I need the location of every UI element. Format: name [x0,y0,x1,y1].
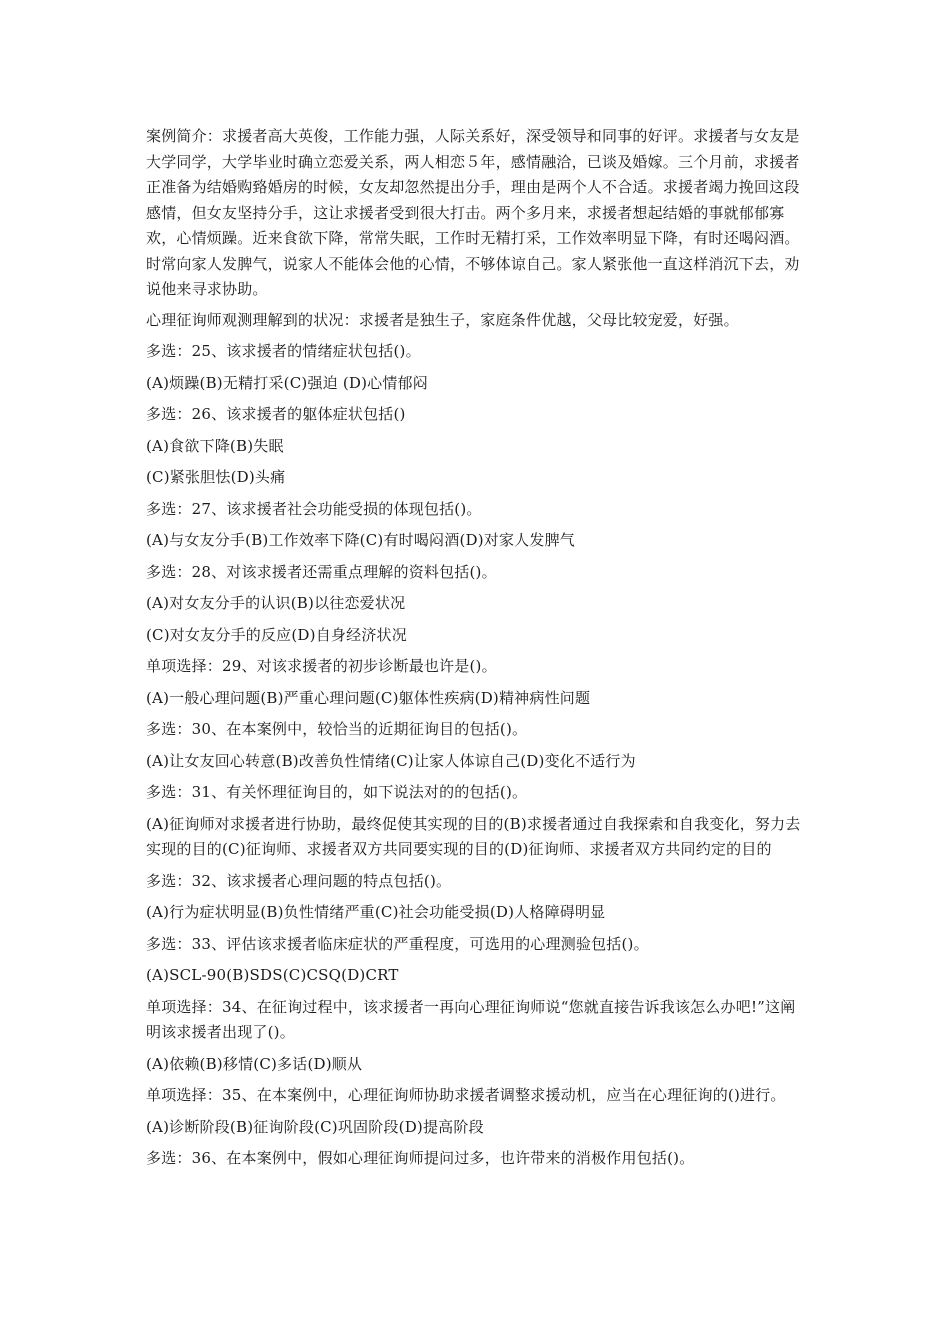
options-35: (A)诊断阶段(B)征询阶段(C)巩固阶段(D)提高阶段 [146,1117,484,1136]
options-28-b: (C)对女友分手的反应(D)自身经济状况 [146,625,407,644]
options-27: (A)与女友分手(B)工作效率下降(C)有时喝闷酒(D)对家人发脾气 [146,531,575,549]
question-31: 多选：31、有关怀理征询目的，如下说法对的的包括()。 [146,783,528,801]
question-36: 多选：36、在本案例中，假如心理征询师提问过多，也许带来的消极作用包括()。 [146,1149,695,1167]
case-intro-paragraph: 案例简介：求援者高大英俊，工作能力强，人际关系好，深受领导和同事的好评。求援者与女友是大学同学，大学毕业时确立恋爱关系，两人相恋５年，感情融洽，已谈及婚嫁。三个月前，求援者正准备为结婚购臵婚房的时候，女友却忽然提出分手，理由是两个人不合适。求援者竭力挽回这段感情，但女友坚持分手，这让求援者受到很大打击。两个多月来，求援者想起结婚的事就郁郁寡欢，心情烦躁。近来食欲下降，常常失眠，工作时无精打采，工作效率明显下降，有时还喝闷酒。时常向家人发脾气，说家人不能体会他的心情，不够体谅自己。家人紧张他一直这样消沉下去，劝说他来寻求协助。 [146,127,800,298]
options-33: (A)SCL-90(B)SDS(C)CSQ(D)CRT [146,966,399,984]
question-27: 多选：27、该求援者社会功能受损的体现包括()。 [146,499,482,518]
question-25: 多选：25、该求援者的情绪症状包括()。 [146,342,421,360]
options-31: (A)征询师对求援者进行协助，最终促使其实现的目的(B)求援者通过自我探索和自我变化，努力去实现的目的(C)征询师、求援者双方共同要实现的目的(D)征询师、求援者双方共同约定的目的 [146,814,801,858]
options-30: (A)让女友回心转意(B)改善负性情绪(C)让家人体谅自己(D)变化不适行为 [146,751,636,770]
options-25: (A)烦躁(B)无精打采(C)强迫 (D)心情郁闷 [146,373,428,392]
question-29: 单项选择：29、对该求援者的初步诊断最也许是()。 [146,657,497,675]
observation-line: 心理征询师观测理解到的状况：求援者是独生子，家庭条件优越，父母比较宠爱，好强。 [146,310,739,329]
question-28: 多选：28、对该求援者还需重点理解的资料包括()。 [146,562,497,581]
question-35: 单项选择：35、在本案例中，心理征询师协助求援者调整求援动机，应当在心理征询的()进行。 [146,1086,786,1104]
question-32: 多选：32、该求援者心理问题的特点包括()。 [146,871,452,890]
document-page [146,124,808,1178]
question-26: 多选：26、该求援者的躯体症状包括() [146,405,406,423]
options-34: (A)依赖(B)移情(C)多话(D)顺从 [146,1054,363,1073]
options-26-a: (A)食欲下降(B)失眠 [146,436,284,455]
question-34: 单项选择：34、在征询过程中，该求援者一再向心理征询师说“您就直接告诉我该怎么办吧!”这阐明该求援者出现了()。 [146,997,796,1041]
question-30: 多选：30、在本案例中，较恰当的近期征询目的包括()。 [146,720,528,738]
options-32: (A)行为症状明显(B)负性情绪严重(C)社会功能受损(D)人格障碍明显 [146,903,606,921]
options-29: (A)一般心理问题(B)严重心理问题(C)躯体性疾病(D)精神病性问题 [146,688,591,707]
options-28-a: (A)对女友分手的认识(B)以往恋爱状况 [146,594,406,612]
options-26-b: (C)紧张胆怯(D)头痛 [146,468,286,486]
question-33: 多选：33、评估该求援者临床症状的严重程度，可选用的心理测验包括()。 [146,934,649,953]
